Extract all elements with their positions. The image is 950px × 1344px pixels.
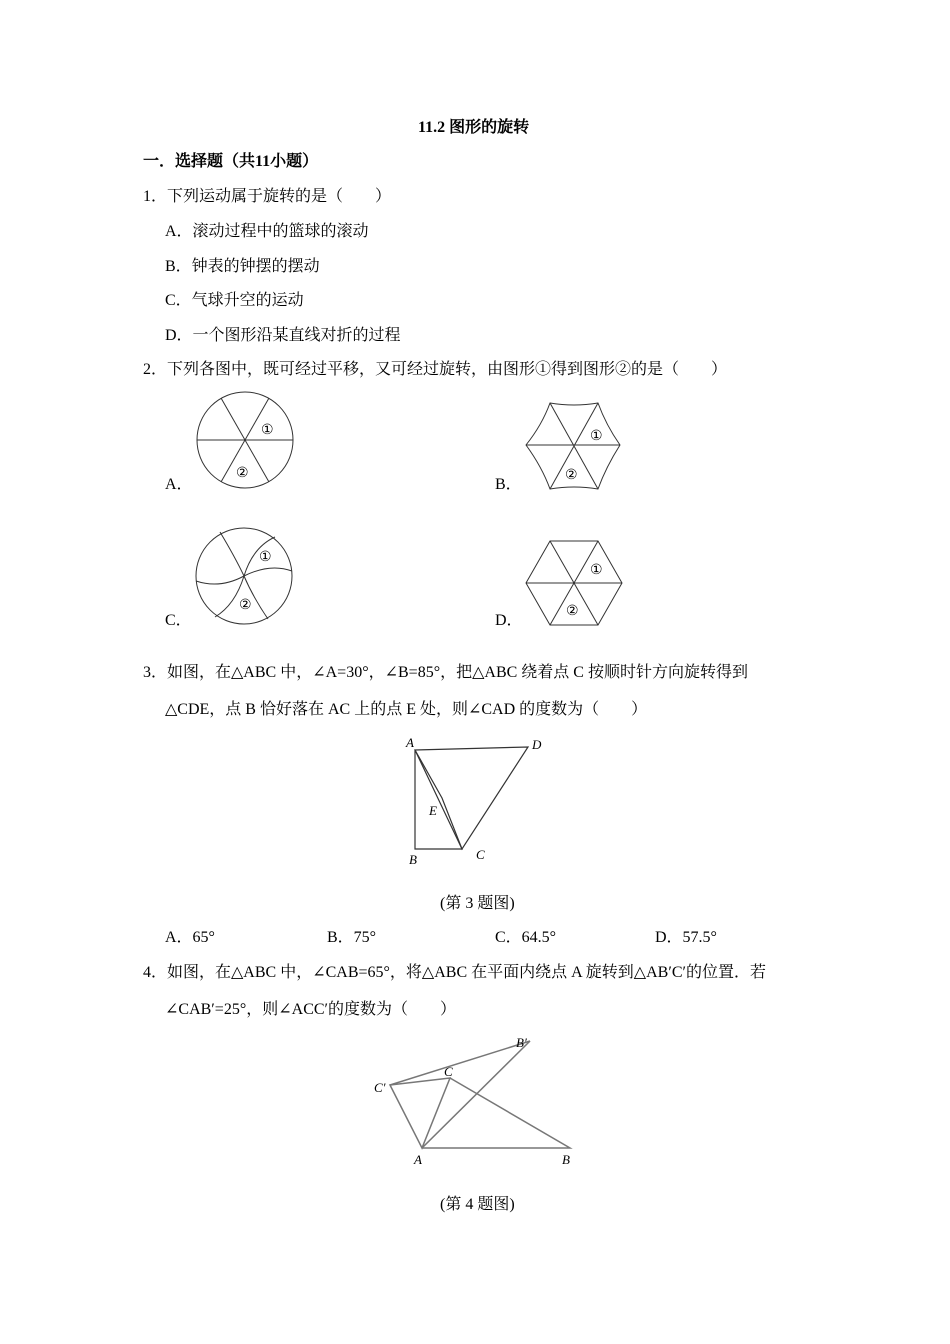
- q2-option-d: D．: [495, 612, 523, 629]
- q2-option-c: C．: [165, 612, 192, 629]
- svg-text:①: ①: [590, 429, 603, 444]
- figure-2a-circle: [196, 391, 296, 491]
- q2-option-a: A．: [165, 476, 193, 493]
- q1-option-b: B．钟表的钟摆的摆动: [165, 258, 320, 275]
- svg-text:B: B: [562, 1152, 570, 1167]
- svg-text:C: C: [476, 847, 485, 862]
- svg-text:E: E: [429, 803, 437, 818]
- q3-stem-line1: 3．如图，在△ABC 中，∠A=30°，∠B=85°，把△ABC 绕着点 C 按顺时针方向旋转得到: [143, 664, 748, 681]
- q1-option-d: D．一个图形沿某直线对折的过程: [165, 327, 401, 344]
- section-heading: 一．选择题（共11小题）: [143, 153, 319, 170]
- figure-2c-swirl-circle: [195, 527, 295, 627]
- q2-option-b: B．: [495, 476, 522, 493]
- svg-text:②: ②: [566, 604, 579, 619]
- q1-option-c: C．气球升空的运动: [165, 292, 304, 309]
- q3-caption: (第 3 题图): [440, 895, 515, 912]
- svg-text:B: B: [409, 852, 417, 867]
- q3-option-c: C．64.5°: [495, 929, 557, 946]
- figure-3-triangles: [400, 735, 550, 870]
- svg-text:B′: B′: [516, 1035, 527, 1050]
- q3-option-d: D．57.5°: [655, 929, 717, 946]
- figure-2d-hexagon: [526, 539, 626, 629]
- figure-4-triangles: [370, 1030, 590, 1170]
- svg-text:①: ①: [590, 563, 603, 578]
- q3-option-a: A．65°: [165, 929, 215, 946]
- q3-option-b: B．75°: [327, 929, 377, 946]
- svg-text:②: ②: [236, 466, 249, 481]
- svg-text:C: C: [444, 1064, 453, 1079]
- svg-text:D: D: [532, 737, 542, 752]
- q1-option-a: A．滚动过程中的篮球的滚动: [165, 223, 369, 240]
- svg-text:①: ①: [259, 550, 272, 565]
- figure-2b-hexagon: [524, 401, 624, 491]
- q2-stem: 2．下列各图中，既可经过平移，又可经过旋转，由图形①得到图形②的是（ ）: [143, 361, 728, 378]
- q4-caption: (第 4 题图): [440, 1196, 515, 1213]
- page-title: 11.2 图形的旋转: [418, 119, 530, 136]
- svg-text:C′: C′: [374, 1080, 386, 1095]
- svg-text:②: ②: [239, 598, 252, 613]
- svg-text:A: A: [406, 735, 414, 750]
- q1-stem: 1．下列运动属于旋转的是（ ）: [143, 188, 392, 205]
- q4-stem-line1: 4．如图，在△ABC 中，∠CAB=65°，将△ABC 在平面内绕点 A 旋转到△AB′C′的位置．若: [143, 964, 767, 981]
- q4-stem-line2: ∠CAB′=25°，则∠ACC′的度数为（ ）: [165, 1001, 457, 1018]
- svg-text:A: A: [414, 1152, 422, 1167]
- svg-text:②: ②: [565, 468, 578, 483]
- svg-text:①: ①: [261, 423, 274, 438]
- q3-stem-line2: △CDE，点 B 恰好落在 AC 上的点 E 处，则∠CAD 的度数为（ ）: [165, 701, 648, 718]
